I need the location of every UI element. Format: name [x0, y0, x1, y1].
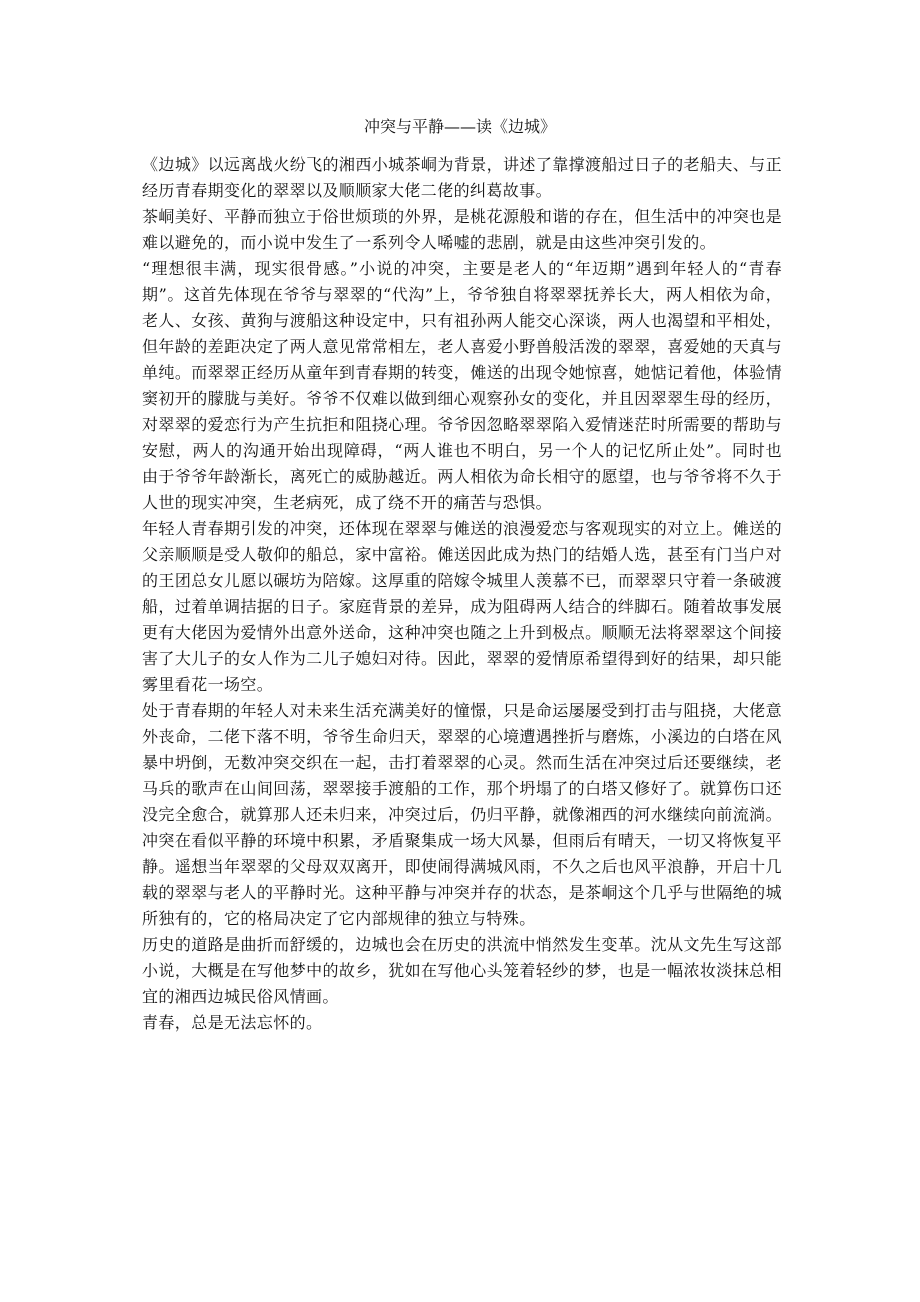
- paragraph-5: 处于青春期的年轻人对未来生活充满美好的憧憬，只是命运屡屡受到打击与阻挠，大佬意外丧命，二佬下落不明，爷爷生命归天，翠翠的心境遭遇挫折与磨炼，小溪边的白塔在风暴中坍倒，无数冲突交织在一起，击打着翠翠的心灵。然而生活在冲突过后还要继续，老马兵的歌声在山间回荡，翠翠接手渡船的工作，那个坍塌了的白塔又修好了。就算伤口还没完全愈合，就算那人还未归来，冲突过后，仍归平静，就像湘西的河水继续向前流淌。冲突在看似平静的环境中积累，矛盾聚集成一场大风暴，但雨后有晴天，一切又将恢复平静。遥想当年翠翠的父母双双离开，即使闹得满城风雨，不久之后也风平浪静，开启十几载的翠翠与老人的平静时光。这种平静与冲突并存的状态，是茶峒这个几乎与世隔绝的城所独有的，它的格局决定了它内部规律的独立与特殊。: [142, 701, 782, 928]
- document-title: 冲突与平静——读《边城》: [363, 117, 556, 136]
- paragraph-3: “理想很丰满，现实很骨感。”小说的冲突，主要是老人的“年迈期”遇到年轻人的“青春期”。这首先体现在爷爷与翠翠的“代沟”上，爷爷独自将翠翠抚养长大，两人相依为命，老人、女孩、黄狗与渡船这种设定中，只有祖孙两人能交心深谈，两人也渴望和平相处，但年龄的差距决定了两人意见常常相左，老人喜爱小野兽般活泼的翠翠，喜爱她的天真与单纯。而翠翠正经历从童年到青春期的转变，傩送的出现令她惊喜，她惦记着他，体验情窦初开的朦胧与美好。爷爷不仅难以做到细心观察孙女的变化，并且因翠翠生母的经历，对翠翠的爱恋行为产生抗拒和阻挠心理。爷爷因忽略翠翠陷入爱情迷茫时所需要的帮助与安慰，两人的沟通开始出现障碍，“两人谁也不明白，另一个人的记忆所止处”。同时也由于爷爷年龄渐长，离死亡的威胁越近。两人相依为命长相守的愿望，也与爷爷将不久于人世的现实冲突，生老病死，成了绕不开的痛苦与恐惧。: [142, 259, 782, 512]
- paragraph-7: 青春，总是无法忘怀的。: [142, 1013, 323, 1032]
- paragraph-1: 《边城》以远离战火纷飞的湘西小城茶峒为背景，讲述了靠撑渡船过日子的老船夫、与正经历青春期变化的翠翠以及顺顺家大佬二佬的纠葛故事。: [142, 155, 782, 200]
- document-body: [142, 152, 782, 1036]
- paragraph-6: 历史的道路是曲折而舒缓的，边城也会在历史的洪流中悄然发生变革。沈从文先生写这部小说，大概是在写他梦中的故乡，犹如在写他心头笼着轻纱的梦，也是一幅浓妆淡抹总相宜的湘西边城民俗风情画。: [142, 935, 782, 1006]
- paragraph-4: 年轻人青春期引发的冲突，还体现在翠翠与傩送的浪漫爱恋与客观现实的对立上。傩送的父亲顺顺是受人敬仰的船总，家中富裕。傩送因此成为热门的结婚人选，甚至有门当户对的王团总女儿愿以碾坊为陪嫁。这厚重的陪嫁令城里人羡慕不已，而翠翠只守着一条破渡船，过着单调拮据的日子。家庭背景的差异，成为阻碍两人结合的绊脚石。随着故事发展更有大佬因为爱情外出意外送命，这种冲突也随之上升到极点。顺顺无法将翠翠这个间接害了大儿子的女人作为二儿子媳妇对待。因此，翠翠的爱情原希望得到好的结果，却只能雾里看花一场空。: [142, 519, 782, 694]
- paragraph-2: 茶峒美好、平静而独立于俗世烦琐的外界，是桃花源般和谐的存在，但生活中的冲突也是难以避免的，而小说中发生了一系列令人唏嘘的悲剧，就是由这些冲突引发的。: [142, 207, 782, 252]
